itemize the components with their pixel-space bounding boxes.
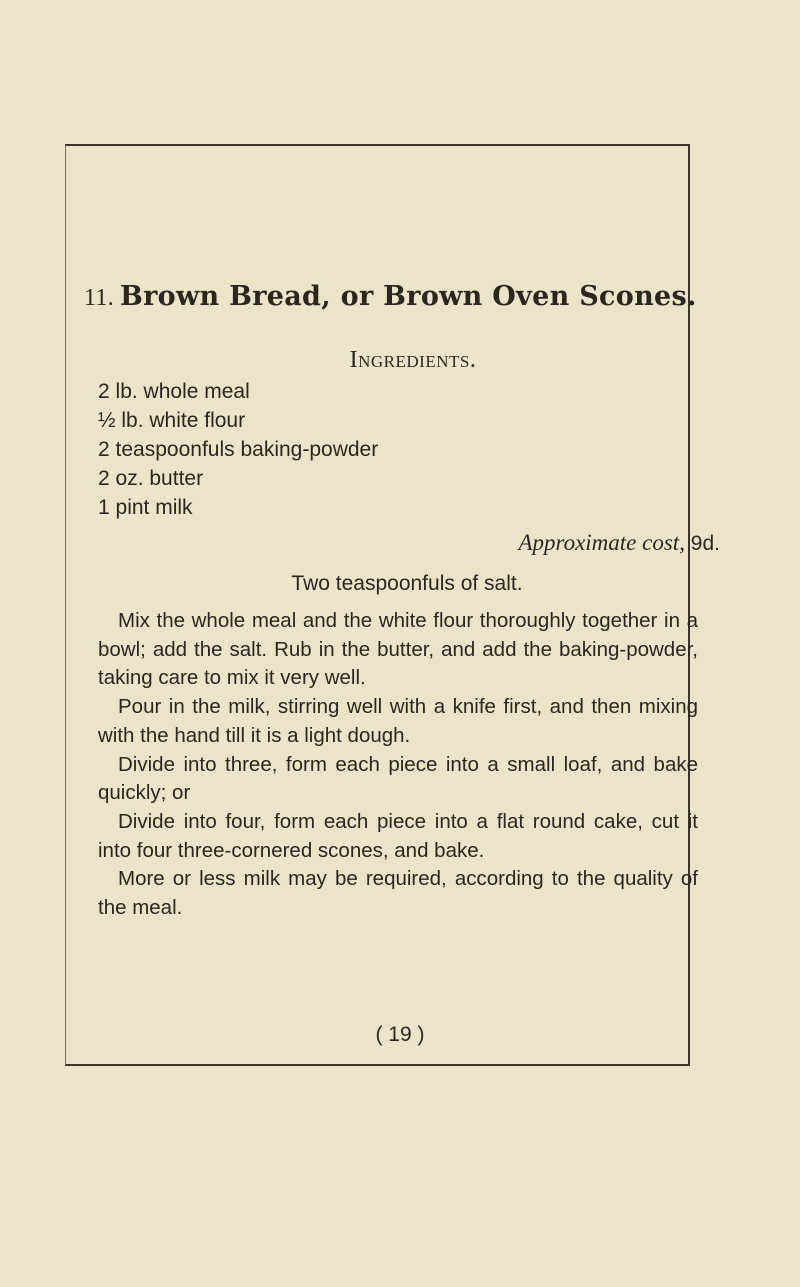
recipe-title-text: Brown Bread, or Brown Oven Scones. — [120, 281, 697, 312]
ingredient-text: teaspoonfuls baking-powder — [115, 438, 379, 461]
ingredient-text: lb. whole meal — [115, 380, 250, 403]
ingredient-text: oz. butter — [115, 467, 204, 490]
ingredient-text: lb. white flour — [121, 409, 246, 432]
method-paragraph: Mix the whole meal and the white flour thoroughly together in a bowl; add the salt. Rub in the butter, and add the baking-powder, taking care to mix it very well. — [98, 609, 698, 690]
recipe-title — [84, 280, 698, 313]
method-text — [98, 607, 698, 923]
cost-label: Approximate cost, — [518, 530, 685, 555]
ingredient-qty: 2 — [98, 467, 110, 490]
ingredient-qty: 2 — [98, 438, 110, 461]
method-paragraph: Divide into four, form each piece into a flat round cake, cut it into four three-cornered scones, and bake. — [98, 809, 698, 862]
ingredient-qty: 1 — [98, 496, 110, 519]
ingredients-list — [98, 377, 698, 522]
approximate-cost — [98, 528, 720, 559]
ingredient-item — [98, 435, 698, 464]
ingredient-item — [98, 377, 698, 406]
method-paragraph: Divide into three, form each piece into a small loaf, and bake quickly; or — [98, 752, 698, 805]
salt-line: Two teaspoonfuls of salt. — [291, 572, 523, 595]
ingredient-text: pint milk — [115, 496, 193, 519]
ingredient-item — [98, 464, 698, 493]
ingredients-heading: Ingredients. — [349, 347, 477, 373]
recipe-number: 11. — [84, 285, 115, 311]
page-number: ( 19 ) — [375, 1023, 425, 1046]
ingredient-item — [98, 406, 698, 435]
cost-value: 9d. — [690, 532, 720, 555]
method-paragraph: Pour in the milk, stirring well with a knife first, and then mixing with the hand till it is a light dough. — [98, 695, 698, 747]
method-paragraph: More or less milk may be required, according to the quality of the meal. — [98, 867, 698, 920]
ingredient-qty: ½ — [98, 409, 116, 432]
ingredient-item — [98, 493, 698, 522]
recipe-content — [84, 280, 720, 923]
ingredient-qty: 2 — [98, 380, 110, 403]
